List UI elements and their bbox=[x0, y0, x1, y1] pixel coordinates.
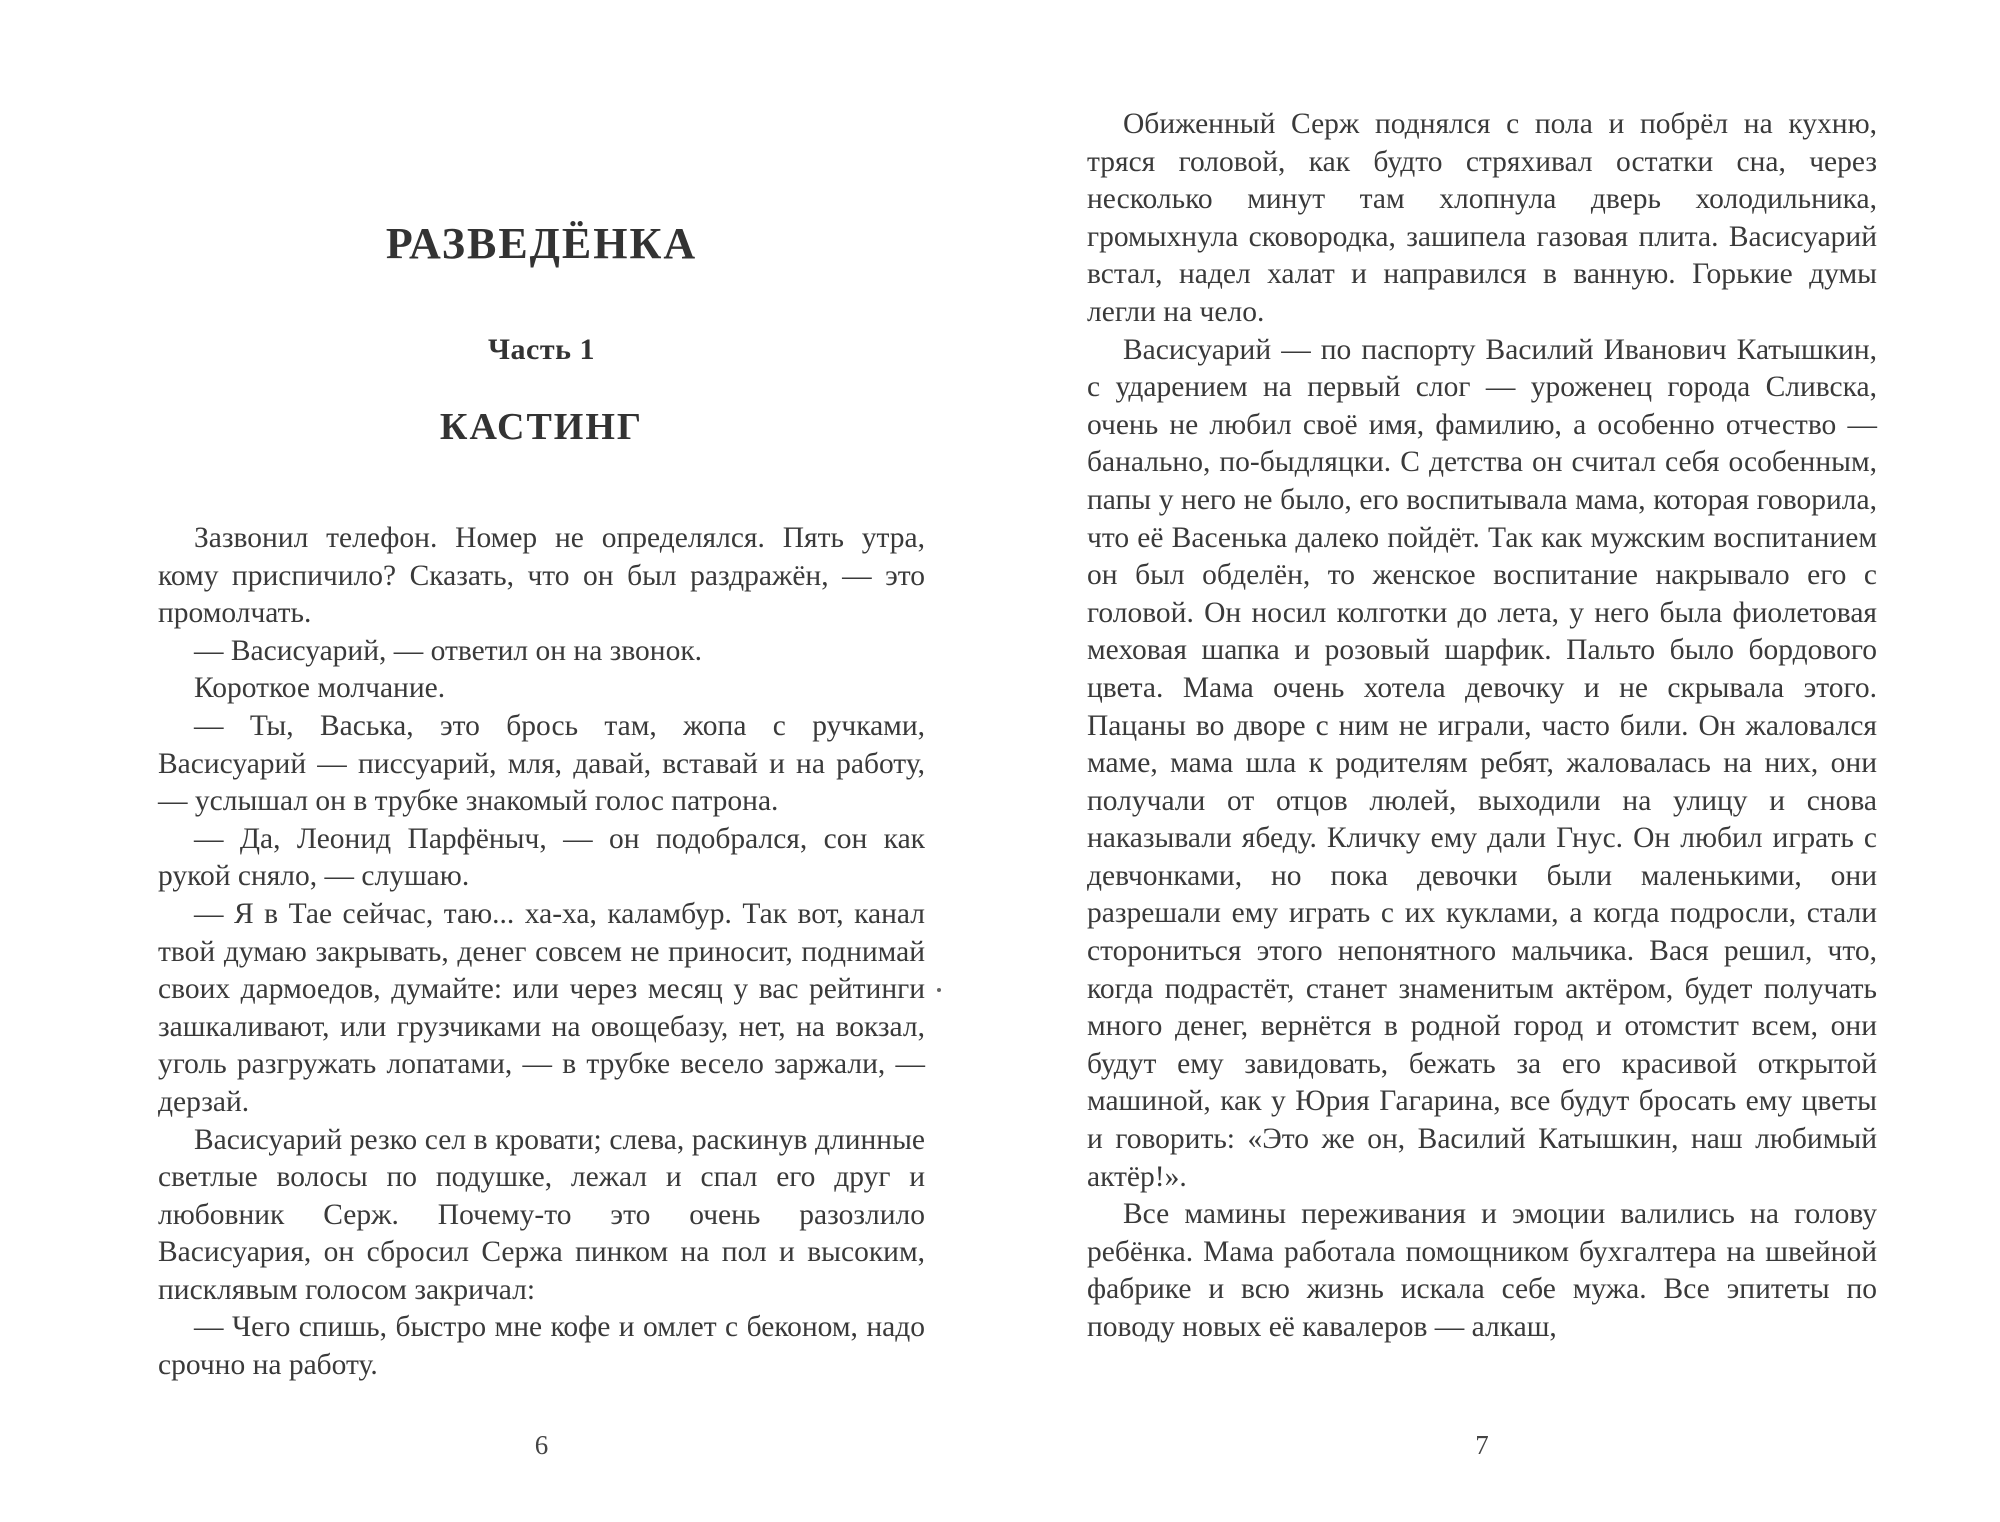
book-title: РАЗВЕДЁНКА bbox=[385, 219, 698, 268]
right-page-body bbox=[1087, 106, 1877, 1347]
paragraph: Все мамины переживания и эмоции валились на голову ребёнка. Мама работала помощником бухгалтера на швейной фабрике и всю жизнь искала себе мужа. Все эпитеты по поводу новых её кавалеров — алкаш, bbox=[1087, 1198, 1877, 1343]
paragraph: — Да, Леонид Парфёныч, — он подобрался, сон как рукой сняло, — слушаю. bbox=[158, 822, 925, 893]
chapter-title: КАСТИНГ bbox=[439, 406, 644, 448]
page-number: 6 bbox=[534, 1430, 549, 1460]
left-page bbox=[158, 0, 925, 1522]
paragraph: — Васисуарий, — ответил он на звонок. bbox=[194, 634, 703, 667]
paragraph: — Чего спишь, быстро мне кофе и омлет с беконом, надо срочно на работу. bbox=[158, 1311, 925, 1382]
paragraph: Короткое молчание. bbox=[194, 672, 446, 705]
right-page bbox=[1087, 0, 1877, 1522]
paragraph: Васисуарий — по паспорту Василий Иванович Катышкин, с ударением на первый слог — уроженец города Сливска, очень не любил своё имя, фамилию, а особенно отчество — банально, по-быдляцки. С детства он считал себя особенным, папы у него не было, его воспитывала мама, которая говорила, что её Васенька далеко пойдёт. Так как мужским воспитанием он был обделён, то женское воспитание накрывало его с головой. Он носил колготки до лета, у него была фиолетовая меховая шапка и розовый шарфик. Пальто было бордового цвета. Мама очень хотела девочку и не скрывала этого. Пацаны во дворе с ним не играли, часто били. Он жаловался маме, мама шла к родителям ребят, жаловалась на них, они получали от отцов люлей, выходили на улицу и снова наказывали ябеду. Кличку ему дали Гнус. Он любил играть с девчонками, но пока девочки были маленькими, они разрешали ему играть с их куклами, а когда подросли, стали сторониться этого непонятного мальчика. Вася решил, что, когда подрастёт, станет знаменитым актёром, будет получать много денег, вернётся в родной город и отомстит всем, они будут ему завидовать, бежать за его красивой открытой машиной, как у Юрия Гагарина, все будут бросать ему цветы и говорить: «Это же он, Василий Катышкин, наш любимый актёр!». bbox=[1087, 333, 1877, 1193]
paragraph: Обиженный Серж поднялся с пола и побрёл на кухню, тряся головой, как будто стряхивал остатки сна, через несколько минут там хлопнула дверь холодильника, громыхнула сковородка, зашипела газовая плита. Васисуарий встал, надел халат и направился в ванную. Горькие думы легли на чело. bbox=[1087, 108, 1877, 328]
paragraph: — Я в Тае сейчас, таю... ха-ха, каламбур. Так вот, канал твой думаю закрывать, денег совсем не приносит, поднимай своих дармоедов, думайте: или через месяц у вас рейтинги зашкаливают, или грузчиками на овощебазу, нет, на вокзал, уголь разгружать лопатами, — в трубке весело заржали, — дерзай. bbox=[158, 897, 925, 1118]
page-number: 7 bbox=[1475, 1430, 1489, 1460]
paragraph: — Ты, Васька, это брось там, жопа с ручками, Васисуарий — писсуарий, мля, давай, вставай и на работу, — услышал он в трубке знакомый голос патрона. bbox=[158, 709, 925, 818]
paragraph: Васисуарий резко сел в кровати; слева, раскинув длинные светлые волосы по подушке, лежал и спал его друг и любовник Серж. Почему-то это очень разозлило Васисуария, он сбросил Сержа пинком на пол и высоким, писклявым голосом закричал: bbox=[158, 1123, 925, 1306]
print-speck bbox=[937, 988, 941, 992]
part-title: Часть 1 bbox=[488, 333, 595, 366]
paragraph: Зазвонил телефон. Номер не определялся. Пять утра, кому приспичило? Сказать, что он был раздражён, — это промолчать. bbox=[158, 522, 925, 630]
left-page-body bbox=[158, 520, 925, 1385]
